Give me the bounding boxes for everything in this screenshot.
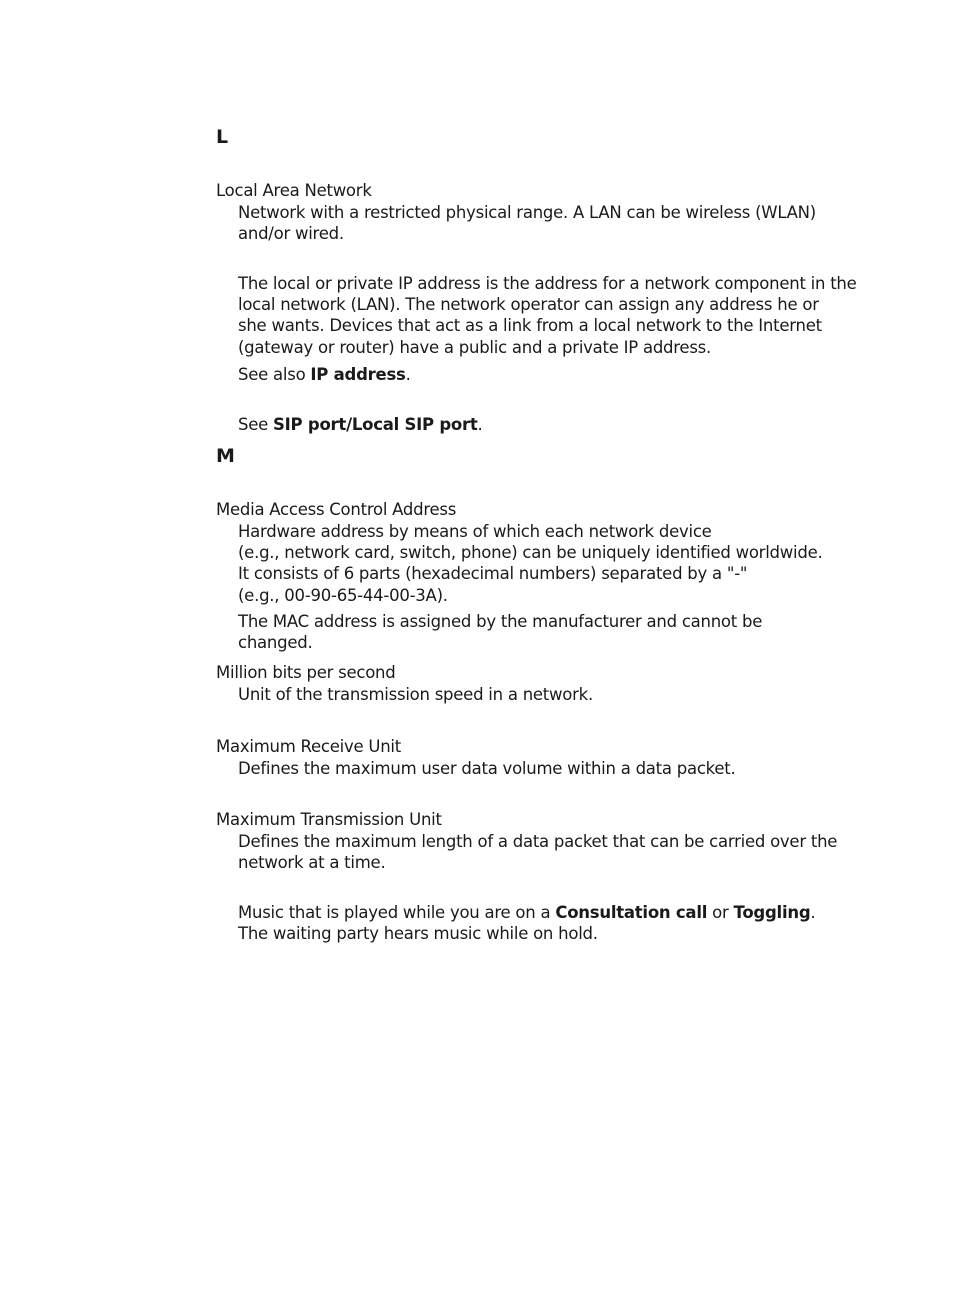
moh-suffix: .	[810, 903, 816, 922]
see-suffix: .	[477, 415, 483, 434]
definition-line: The local or private IP address is the address for a network component in the	[238, 274, 857, 293]
cross-reference-consultation-call[interactable]: Consultation call	[555, 903, 708, 922]
term-maximum-receive-unit: Maximum Receive Unit	[216, 737, 401, 756]
definition-line: (gateway or router) have a public and a private IP address.	[238, 337, 712, 357]
see-prefix: See	[238, 415, 274, 434]
definition-mac-address-note: The MAC address is assigned by the manufacturer and cannot be changed.	[238, 612, 763, 653]
definition-local-ip-address	[238, 273, 857, 358]
definition-maximum-receive-unit: Defines the maximum user data volume within a data packet.	[238, 759, 736, 778]
definition-local-area-network	[238, 202, 838, 223]
definition-line: Defines the maximum length of a data packet that can be carried over the	[238, 832, 838, 851]
term-mac-address: Media Access Control Address	[216, 500, 457, 519]
see-also-prefix: See also	[238, 365, 311, 384]
section-heading-l: L	[216, 126, 229, 148]
definition-line: Network with a restricted physical range. A LAN can be wireless (WLAN)	[238, 203, 816, 222]
definition-local-area-network-cont	[238, 223, 838, 244]
definition-mac-address	[238, 521, 838, 606]
definition-line: The waiting party hears music while on hold.	[238, 924, 598, 944]
definition-line: (e.g., 00-90-65-44-00-3A).	[238, 585, 448, 605]
definition-line: and/or wired.	[238, 224, 344, 243]
see-also-suffix: .	[405, 365, 411, 384]
cross-reference-sip-port[interactable]: SIP port/Local SIP port	[273, 415, 478, 434]
definition-million-bits-per-second: Unit of the transmission speed in a network.	[238, 685, 593, 704]
cross-reference-ip-address[interactable]: IP address	[310, 365, 406, 384]
definition-line: (e.g., network card, switch, phone) can be uniquely identified worldwide.	[238, 543, 823, 563]
definition-maximum-transmission-unit	[238, 831, 838, 873]
see-also-ip-address	[238, 364, 838, 385]
see-local-sip-port	[238, 414, 838, 435]
definition-line: she wants. Devices that act as a link from a local network to the Internet	[238, 316, 822, 336]
section-heading-m: M	[216, 445, 235, 467]
definition-line: It consists of 6 parts (hexadecimal numbers) separated by a "-"	[238, 564, 748, 584]
moh-mid: or	[707, 903, 734, 922]
term-million-bits-per-second: Million bits per second	[216, 663, 396, 682]
definition-line: network at a time.	[238, 853, 386, 873]
cross-reference-toggling[interactable]: Toggling	[733, 903, 811, 922]
definition-line: Hardware address by means of which each network device	[238, 522, 712, 541]
definition-music-on-hold	[238, 902, 838, 944]
term-local-area-network: Local Area Network	[216, 181, 372, 200]
moh-prefix: Music that is played while you are on a	[238, 903, 556, 922]
term-maximum-transmission-unit: Maximum Transmission Unit	[216, 810, 442, 829]
definition-line	[238, 902, 838, 923]
definition-line: local network (LAN). The network operator can assign any address he or	[238, 295, 819, 315]
